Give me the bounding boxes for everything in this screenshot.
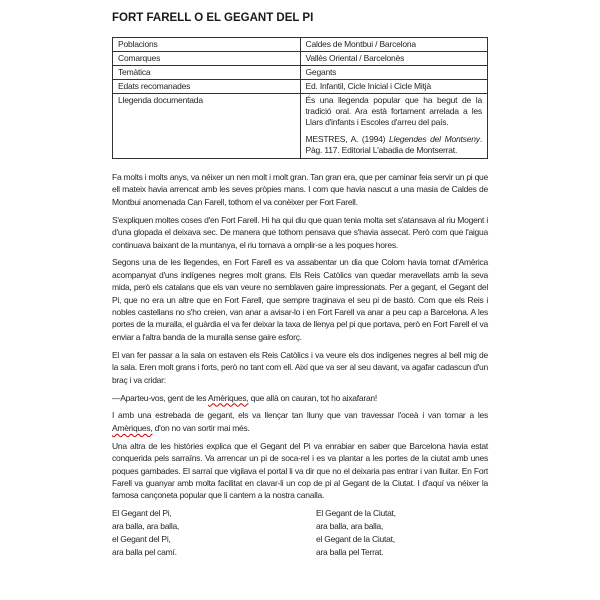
spellcheck-underlined-word: Amèriques, (112, 422, 153, 433)
row-value: Caldes de Montbui / Barcelona (300, 38, 488, 52)
song-line: ara balla pel Terrat. (316, 546, 384, 557)
song-line: el Gegant de la Ciutat, (316, 533, 395, 544)
story-paragraph-4: El van fer passar a la sala on estaven els Reis Catòlics i va veure els dos indígenes negres al bell mig de la sala. Eren molt grans i forts, però no tant com ell. Així que va ser al seu davant, va agafar cadascun d'un braç i va cridar: (112, 349, 488, 385)
story-paragraph-2: S'expliquen moltes coses d'en Fort Farell. Hi ha qui diu que quan tenia molta set s'atansava al riu Mogent i d'una glopada el deixava sec. De manera que tothom pensava que s'havia assecat. Però com que l'aigua continuava baixant de la muntanya, el riu tornava a omplir-se a les poques hores. (112, 214, 488, 250)
paragraph-text-before: I amb una estrebada de gegant, els va llençar tan lluny que van travessar l'oceà i van tornar a les (112, 410, 488, 421)
row-value: Gegants (300, 66, 488, 80)
legend-info-table (112, 37, 488, 159)
table-row-llegenda (113, 94, 488, 159)
table-row-edats (113, 80, 488, 94)
row-value (300, 94, 488, 159)
song-line: El Gegant de la Ciutat, (316, 508, 396, 519)
story-paragraph-1: Fa molts i molts anys, va néixer un nen molt i molt gran. Tan gran era, que per caminar feia servir un pi que ell mateix havia arrencat amb les seves pròpies mans. I com que havia nascut a una masia de Caldes de Montbui anomenada Can Farell, tothom el va conèixer per Fort Farell. (112, 172, 488, 207)
song-line: el Gegant del Pi, (112, 533, 171, 544)
bibliographic-reference (306, 134, 483, 156)
story-paragraph-3: Segons una de les llegendes, en Fort Farell es va assabentar un dia que Colom havia tornat d'Amèrica acompanyat d'uns indígenes negres molt grans. Els Reis Catòlics van quedar meravellats amb la seva mida, però els catalans que els van veure no semblaven gaire impressionats. Per a gegant, el Gegant del Pi, que no era un altre que en Fort Farell, que sempre traginava el seu pi de bastó. Com que els Reis i nobles castellans no s'ho creien, van anar a avisar-lo i en Fort Farell va anar a peu cap a Barcelona. A les portes de la muralla, el guàrdia el va fer deixar la taxa de llenya pel pi que portava, però en Fort Farell el va enviar a l'altra banda de la muralla sense gaire esforç. (112, 257, 488, 342)
table-row-comarques (113, 52, 488, 66)
song-verses (112, 507, 488, 558)
page-title: FORT FARELL O EL GEGANT DEL PI (112, 12, 314, 24)
row-label: Poblacions (113, 38, 301, 52)
row-label: Edats recomanades (113, 80, 301, 94)
song-line: ara balla, ara balla, (112, 521, 180, 532)
song-line: ara balla pel camí. (112, 546, 177, 557)
song-line: ara balla, ara balla, (316, 521, 384, 532)
row-label: Temàtica (113, 66, 301, 80)
legend-description: És una llegenda popular que ha begut de la tradició oral. Ara està fortament arrelada a les Llars d'infants i Escoles d'arreu del país. (305, 95, 482, 127)
row-label: Comarques (113, 52, 301, 66)
dialogue-text-after: que allà on cauran, tot ho aixafaran! (248, 392, 378, 403)
song-verse-left (112, 507, 316, 558)
dialogue-text-before: —Aparteu-vos, gent de les (112, 392, 209, 403)
story-paragraph-6 (112, 409, 488, 434)
document-page (112, 0, 488, 558)
song-verse-right (316, 507, 488, 558)
reference-prefix: MESTRES, A. (1994) (305, 134, 389, 144)
reference-book-title: Llegendes del Montseny (389, 134, 480, 144)
story-paragraph-7: Una altra de les històries explica que el Gegant del Pi va enrabiar en saber que Barcelona havia estat conquerida pels sarraïns. Va arrencar un pi de soca-rel i es va plantar a les portes de la ciutat amb unes poques gambades. El sarraí que vigilava el portal li va dir que no el deixaria pas entrar i van lluitar. En Fort Farell va guanyar amb molta facilitat en clavar-li un cop de pi al Gegant de la Ciutat. I d'aquí va néixer la famosa cançoneta popular que li cantem a la nostra canalla. (112, 440, 488, 501)
dialogue-paragraph (112, 392, 488, 404)
spellcheck-underlined-word: Amèriques, (208, 392, 249, 403)
table-row-poblacions (113, 38, 488, 52)
paragraph-text-after: d'on no van sortir mai més. (152, 422, 250, 433)
table-row-tematica (113, 66, 488, 80)
row-value: Ed. Infantil, Cicle Inicial i Cicle Mitjà (300, 80, 488, 94)
row-label: Llegenda documentada (113, 94, 301, 159)
reference-suffix: . Pàg. 117. Editorial L'abadia de Montserrat. (305, 134, 483, 155)
row-value: Vallès Oriental / Barcelonès (300, 52, 488, 66)
song-line: El Gegant del Pi, (112, 508, 172, 519)
